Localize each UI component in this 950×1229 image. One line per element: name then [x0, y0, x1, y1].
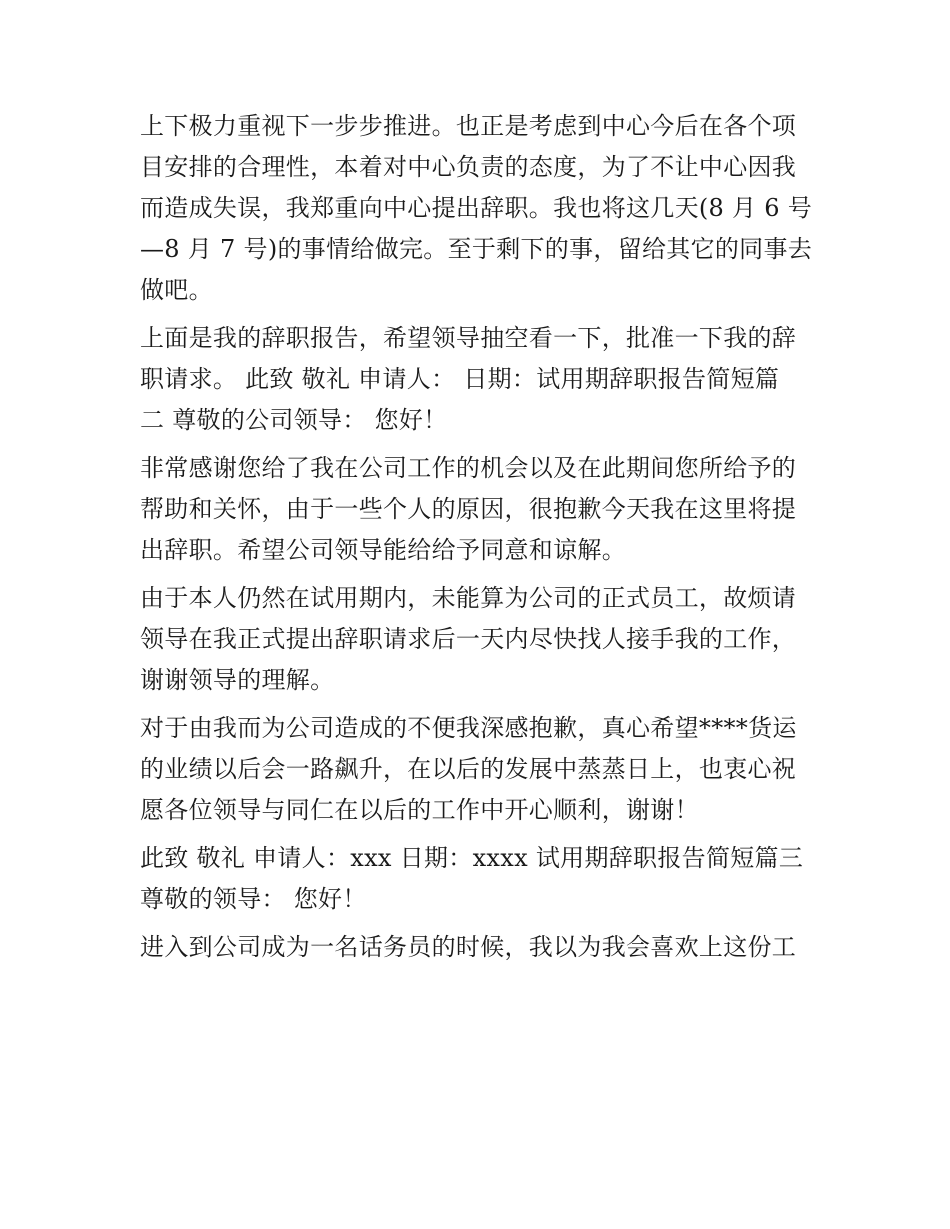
text-line: 非常感谢您给了我在公司工作的机会以及在此期间您所给予的: [140, 454, 797, 482]
text-line: 上面是我的辞职报告，希望领导抽空看一下，批准一下我的辞: [140, 324, 797, 352]
paragraph-apology: [140, 708, 820, 831]
text-line: 的业绩以后会一路飙升，在以后的发展中蒸蒸日上，也衷心祝: [140, 755, 797, 783]
text-line: 出辞职。希望公司领导能给给予同意和谅解。: [140, 536, 626, 564]
document-body: [140, 106, 820, 968]
paragraph-operator: [140, 927, 820, 968]
paragraph-thanks: [140, 448, 820, 571]
text-line: 由于本人仍然在试用期内，未能算为公司的正式员工，故烦请: [140, 584, 797, 612]
text-line: 进入到公司成为一名话务员的时候，我以为我会喜欢上这份工: [140, 933, 797, 961]
text-line: 职请求。 此致 敬礼 申请人： 日期：试用期辞职报告简短篇: [140, 365, 780, 393]
text-line: 谢谢领导的理解。: [140, 666, 335, 694]
paragraph-project-arrangement: [140, 106, 820, 311]
text-line: 对于由我而为公司造成的不便我深感抱歉，真心希望****货运: [140, 714, 797, 742]
paragraph-probation: [140, 578, 820, 701]
text-line: 目安排的合理性，本着对中心负责的态度，为了不让中心因我: [140, 153, 797, 181]
text-line: 上下极力重视下一步步推进。也正是考虑到中心今后在各个项: [140, 112, 797, 140]
text-line: 帮助和关怀，由于一些个人的原因，很抱歉今天我在这里将提: [140, 495, 797, 523]
text-line: 此致 敬礼 申请人：xxx 日期：xxxx 试用期辞职报告简短篇三: [140, 844, 804, 872]
text-line: 二 尊敬的公司领导： 您好！: [140, 406, 448, 434]
paragraph-closing-two: [140, 838, 820, 920]
paragraph-closing-one: [140, 318, 820, 441]
text-line: 愿各位领导与同仁在以后的工作中开心顺利，谢谢！: [140, 796, 699, 824]
text-line: 尊敬的领导： 您好！: [140, 885, 367, 913]
text-line: 而造成失误，我郑重向中心提出辞职。我也将这几天(8 月 6 号: [140, 194, 813, 222]
text-line: —8 月 7 号)的事情给做完。至于剩下的事，留给其它的同事去: [140, 235, 813, 263]
text-line: 做吧。: [140, 276, 213, 304]
text-line: 领导在我正式提出辞职请求后一天内尽快找人接手我的工作，: [140, 625, 797, 653]
